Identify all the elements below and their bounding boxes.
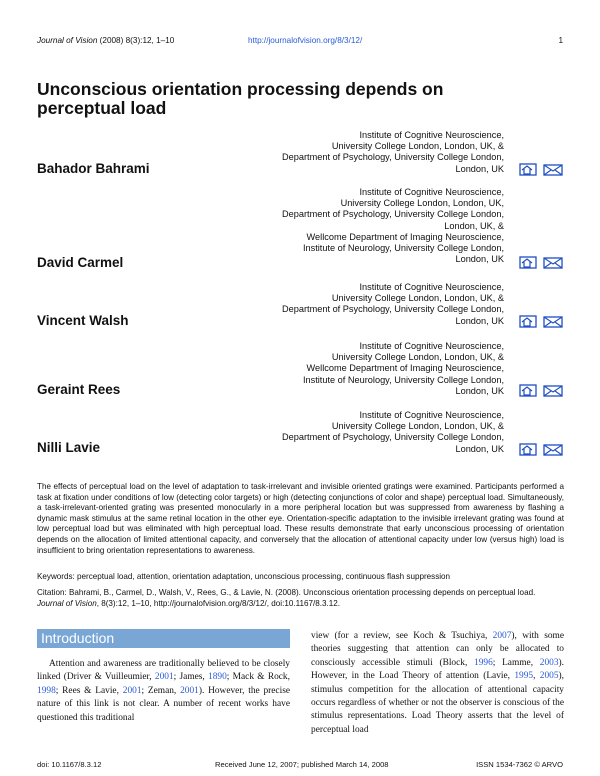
footer-issn: ISSN 1534-7362 © ARVO <box>476 760 563 769</box>
section-heading-bar <box>37 629 290 648</box>
reference-link[interactable]: 2001 <box>122 685 142 696</box>
author-links <box>519 315 565 329</box>
author-links <box>519 163 565 177</box>
page-number: 1 <box>558 36 563 45</box>
section-title: Introduction <box>41 630 115 646</box>
home-page-icon[interactable] <box>519 384 537 397</box>
author-affiliation: Institute of Cognitive Neuroscience, University College London, London, UK, & Department of Psychology, University College London, London, UK <box>282 130 504 174</box>
reference-link[interactable]: 2001 <box>154 672 174 683</box>
reference-link[interactable]: 1998 <box>37 685 56 696</box>
author-affiliation: Institute of Cognitive Neuroscience, University College London, London, UK, & Department of Psychology, University College London, London, UK <box>282 282 504 326</box>
author-links <box>519 384 565 398</box>
author-name: Geraint Rees <box>37 382 121 397</box>
home-page-icon[interactable] <box>519 315 537 328</box>
journal-url-link[interactable]: http://journalofvision.org/8/3/12/ <box>248 36 363 45</box>
journal-name: Journal of Vision <box>37 36 98 45</box>
reference-link[interactable]: 2001 <box>180 685 199 696</box>
reference-link[interactable]: 1995 <box>514 671 534 682</box>
keywords: Keywords: perceptual load, attention, orientation adaptation, unconscious processing, continuous flash suppression <box>37 572 451 581</box>
author-affiliation: Institute of Cognitive Neuroscience, University College London, London, UK, & Wellcome Department of Imaging Neuroscience, Institute of Neurology, University College London, London, UK <box>302 341 504 396</box>
reference-link[interactable]: 1996 <box>474 657 493 668</box>
author-name: Nilli Lavie <box>37 440 101 455</box>
journal-citation: (2008) 8(3):12, 1–10 <box>97 36 175 45</box>
citation: Citation: Bahrami, B., Carmel, D., Walsh, V., Rees, G., & Lavie, N. (2008). Unconscious orientation processing depends on perceptual load. Journal of Vision, 8(3):12, 1–10, http://journalofvision.org/8/3/12/, doi:10.1167/8.3.12. <box>37 588 536 608</box>
home-page-icon[interactable] <box>519 443 537 456</box>
body-column-left: Attention and awareness are traditionally believed to be closely linked (Driver & Vuilleumier, 2001; James, 1890; Mack & Rock, 1998; Rees & Lavie, 2001; Zeman, 2001). However, the precise nature of this link is not clear. A number of recent works have questioned this traditional <box>37 659 291 723</box>
author-name: Bahador Bahrami <box>37 161 150 176</box>
author-links <box>519 443 565 457</box>
journal-header <box>37 36 174 45</box>
email-icon[interactable] <box>543 316 563 328</box>
reference-link[interactable]: 2003 <box>539 657 559 668</box>
home-page-icon[interactable] <box>519 256 537 269</box>
footer-doi: doi: 10.1167/8.3.12 <box>37 760 102 769</box>
author-affiliation: Institute of Cognitive Neuroscience, University College London, London, UK, Department of Psychology, University College London, London, UK, & Wellcome Department of Imaging Neuroscience, Institute of Neurology, University College London, London, UK <box>282 187 504 265</box>
author-links <box>519 256 565 270</box>
email-icon[interactable] <box>543 444 563 456</box>
email-icon[interactable] <box>543 164 563 176</box>
author-affiliation: Institute of Cognitive Neuroscience, University College London, London, UK, & Department of Psychology, University College London, London, UK <box>282 410 504 454</box>
abstract: The effects of perceptual load on the level of adaptation to task-irrelevant and invisible oriented gratings were examined. Participants performed a task at fixation under conditions of low (detecting color targets) or high (detecting conjunctions of color and shape) perceptual load. Simultaneously, a task-irrelevant-oriented grating was presented monocularly in a more peripheral location but was suppressed from awareness by flashing a dynamic mask stimulus at the same retinal location in the other eye. Orientation-specific adaptation to the invisible irrelevant grating was found at low perceptual load but was eliminated with high perceptual load. These results demonstrate that early unconscious processing of orientation depends on the allocation of limited attentional capacity, and conversely that the allocation of attentional capacity under low (versus high) load is insufficient to bring orientation representations to awareness. <box>37 482 564 555</box>
author-name: Vincent Walsh <box>37 313 129 328</box>
email-icon[interactable] <box>543 385 563 397</box>
reference-link[interactable]: 2007 <box>492 631 512 641</box>
home-page-icon[interactable] <box>519 163 537 176</box>
reference-link[interactable]: 1890 <box>208 672 227 683</box>
email-icon[interactable] <box>543 257 563 269</box>
paper-title: Unconscious orientation processing depends on perceptual load <box>37 79 444 118</box>
body-column-right: view (for a review, see Koch & Tsuchiya, 2007), with some theories suggesting that attention can only be allocated to consciously accessible stimuli (Block, 1996; Lamme, 2003). However, in the Load Theory of attention (Lavie, 1995, 2005), stimulus competition for the allocation of attentional capacity occurs regardless of whether or not the observer is conscious of the stimulus representations. Load Theory asserts that the level of perceptual load <box>311 631 564 735</box>
footer-dates: Received June 12, 2007; published March 14, 2008 <box>215 760 389 769</box>
author-name: David Carmel <box>37 255 124 270</box>
reference-link[interactable]: 2005 <box>539 671 559 682</box>
